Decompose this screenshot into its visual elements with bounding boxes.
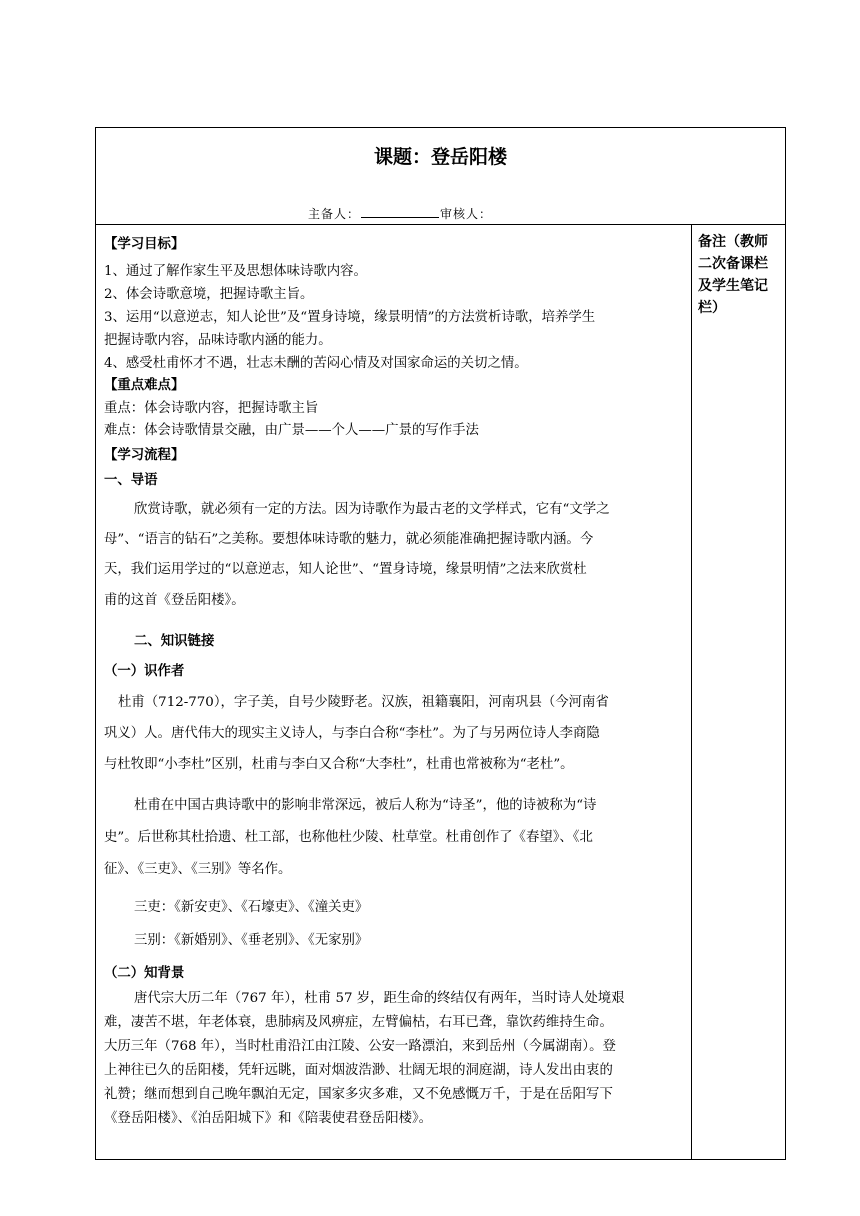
background-line-6: 《登岳阳楼》、《泊岳阳城下》和《陪裴使君登岳阳楼》。 [104, 1111, 433, 1126]
author-line-3: 与杜牧即“小李杜”区别，杜甫与李白又合称“大李杜”，杜甫也常被称为“老杜”。 [104, 757, 574, 772]
objective-1: 1、通过了解作家生平及思想体味诗歌内容。 [104, 264, 367, 279]
preparer-blank [361, 206, 439, 218]
intro-line-2: 母”、“语言的钻石”之美称。要想体味诗歌的魅力，就必须能准确把握诗歌内涵。今 [104, 532, 594, 547]
background-line-2: 难，凄苦不堪，年老体衰，患肺病及风痹症，左臂偏枯，右耳已聋，靠饮药维持生命。 [104, 1015, 613, 1030]
objective-3-line-2: 把握诗歌内容，品味诗歌内涵的能力。 [104, 333, 332, 348]
knowledge-link-heading: 二、知识链接 [134, 634, 215, 649]
background-line-3: 大历三年（768 年），当时杜甫沿江由江陵、公安一路漂泊，来到岳州（今属湖南）。登 [104, 1039, 616, 1054]
background-line-5: 礼赞；继而想到自己晚年飘泊无定，国家多灾多难，又不免感慨万千，于是在岳阳写下 [104, 1087, 613, 1102]
notes-column-cell [692, 225, 785, 1159]
key-point: 重点：体会诗歌内容，把握诗歌主旨 [104, 401, 319, 416]
lesson-plan-table [95, 127, 786, 1160]
header-cell [96, 128, 785, 225]
objectives-heading: 【学习目标】 [104, 237, 185, 252]
intro-line-3: 天，我们运用学过的“以意逆志，知人论世”、“置身诗境，缘景明情”之法来欣赏杜 [104, 562, 587, 577]
page-title: 课题：登岳阳楼 [373, 146, 507, 168]
author-line-4: 杜甫在中国古典诗歌中的影响非常深远，被后人称为“诗圣”，他的诗被称为“诗 [134, 798, 597, 813]
author-line-2: 巩义）人。唐代伟大的现实主义诗人，与李白合称“李杜”。为了与另两位诗人李商隐 [104, 726, 600, 741]
objective-4: 4、感受杜甫怀才不遇，壮志未酬的苦闷心情及对国家命运的关切之情。 [104, 356, 528, 371]
author-line-5: 史”。后世称其杜拾遗、杜工部，也称他杜少陵、杜草堂。杜甫创作了《春望》、《北 [104, 830, 593, 845]
three-partings: 三别：《新婚别》、《垂老别》、《无家别》 [134, 933, 369, 948]
intro-heading: 一、导语 [104, 473, 158, 488]
author-heading: （一）识作者 [104, 664, 185, 679]
background-heading: （二）知背景 [104, 966, 185, 981]
three-officials: 三吏：《新安吏》、《石壕吏》、《潼关吏》 [134, 900, 369, 915]
objective-3-line-1: 3、运用“以意逆志，知人论世”及“置身诗境，缘景明情”的方法赏析诗歌，培养学生 [104, 310, 596, 325]
intro-line-4: 甫的这首《登岳阳楼》。 [104, 593, 245, 608]
reviewer-label: 审核人： [440, 207, 493, 221]
process-heading: 【学习流程】 [104, 448, 185, 463]
background-line-4: 上神往已久的岳阳楼，凭轩远眺，面对烟波浩渺、壮阔无垠的洞庭湖，诗人发出由衷的 [104, 1063, 613, 1078]
main-content-cell [96, 225, 692, 1159]
difficulty-point: 难点：体会诗歌情景交融，由广景——个人——广景的写作手法 [104, 423, 479, 438]
author-line-6: 征》、《三吏》、《三别》等名作。 [104, 862, 292, 877]
preparer-label: 主备人： [308, 207, 361, 221]
objective-2: 2、体会诗歌意境，把握诗歌主旨。 [104, 287, 314, 302]
preparer-line [308, 205, 492, 222]
notes-column-label: 备注（教师二次备课栏及学生笔记栏） [698, 234, 768, 316]
key-points-heading: 【重点难点】 [104, 378, 185, 393]
author-line-1: 杜甫（712-770），字子美，自号少陵野老。汉族，祖籍襄阳，河南巩县（今河南省 [118, 695, 609, 710]
background-line-1: 唐代宗大历二年（767 年），杜甫 57 岁，距生命的终结仅有两年，当时诗人处境艰 [134, 991, 625, 1006]
intro-line-1: 欣赏诗歌，就必须有一定的方法。因为诗歌作为最古老的文学样式，它有“文学之 [134, 502, 610, 517]
